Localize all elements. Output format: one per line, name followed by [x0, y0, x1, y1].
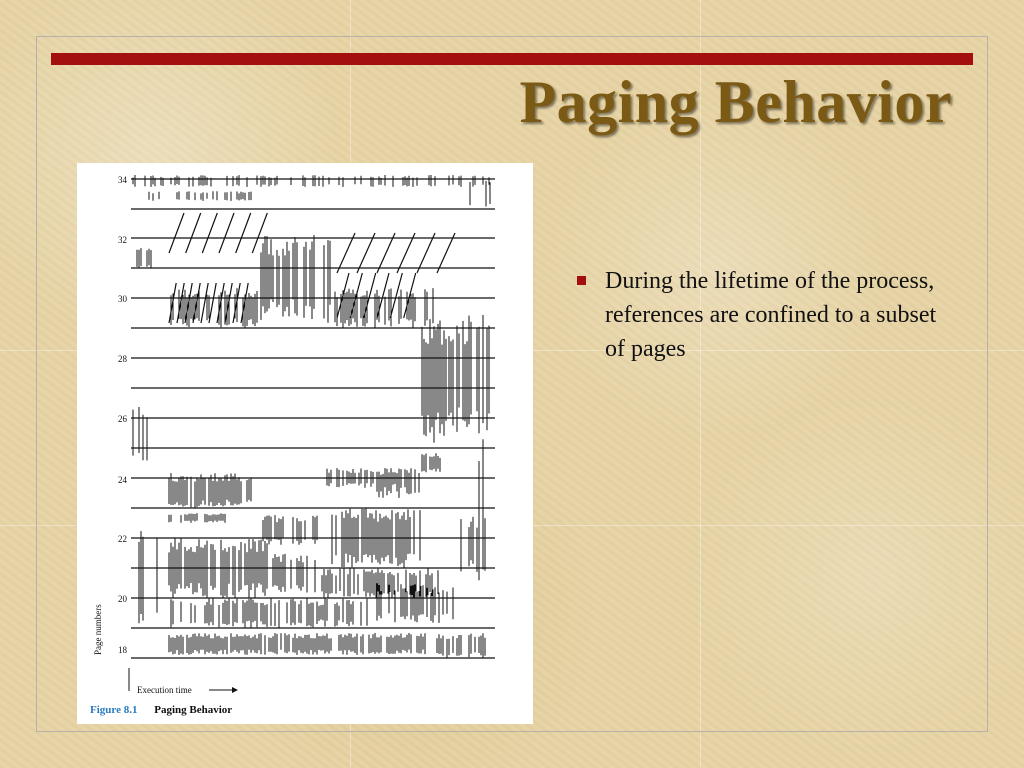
y-tick-label: 18 [118, 645, 127, 655]
plot-reference-block [319, 603, 367, 621]
plot-reference-block [137, 248, 151, 268]
plot-reference-block [139, 531, 157, 623]
plot-reference-block [422, 319, 446, 443]
plot-reference-block [169, 513, 225, 523]
y-tick-label: 22 [118, 534, 127, 544]
plot-reference-block [133, 407, 147, 460]
figure-panel [77, 163, 533, 724]
plot-reference-block [171, 598, 367, 628]
plot-reference-diagonal [169, 213, 267, 253]
bullet-list [575, 264, 945, 366]
plot-reference-block [449, 315, 489, 433]
plot-reference-block [263, 515, 317, 545]
x-axis-arrowhead [232, 687, 238, 693]
figure-caption-text: Paging Behavior [154, 704, 233, 716]
x-axis-label: Execution time [137, 685, 192, 695]
plot-reference-block [169, 633, 425, 655]
y-tick-label: 24 [118, 475, 127, 485]
plot-reference-block [133, 175, 489, 187]
plot-reference-block [261, 236, 297, 320]
plot-reference-block [304, 235, 330, 323]
y-tick-label: 30 [118, 294, 127, 304]
y-tick-label: 32 [118, 235, 127, 245]
plot-reference-block [422, 453, 440, 472]
bullet-item [575, 264, 945, 366]
y-axis-label: Page numbers [93, 604, 103, 655]
y-tick-label: 26 [118, 414, 127, 424]
plot-reference-block [327, 468, 407, 488]
plot-reference-block [261, 554, 315, 593]
plot-reference-block [149, 191, 251, 201]
plot-reference-diagonal [337, 233, 455, 273]
plot-reference-block [461, 517, 485, 572]
figure-number: Figure 8.1 [90, 704, 138, 716]
paging-behavior-plot [77, 163, 533, 703]
figure-caption [90, 704, 232, 716]
plot-reference-block [479, 439, 483, 580]
bullet-text: During the lifetime of the process, references are confined to a subset of pages [605, 268, 937, 362]
y-tick-label: 28 [118, 354, 127, 364]
plot-reference-block [377, 468, 419, 498]
slide-title: Paging Behavior [519, 69, 952, 135]
y-tick-label: 20 [118, 594, 127, 604]
y-tick-label: 34 [118, 175, 127, 185]
plot-reference-block [437, 633, 485, 658]
square-bullet-icon [577, 276, 586, 285]
title-accent-bar [51, 53, 973, 65]
